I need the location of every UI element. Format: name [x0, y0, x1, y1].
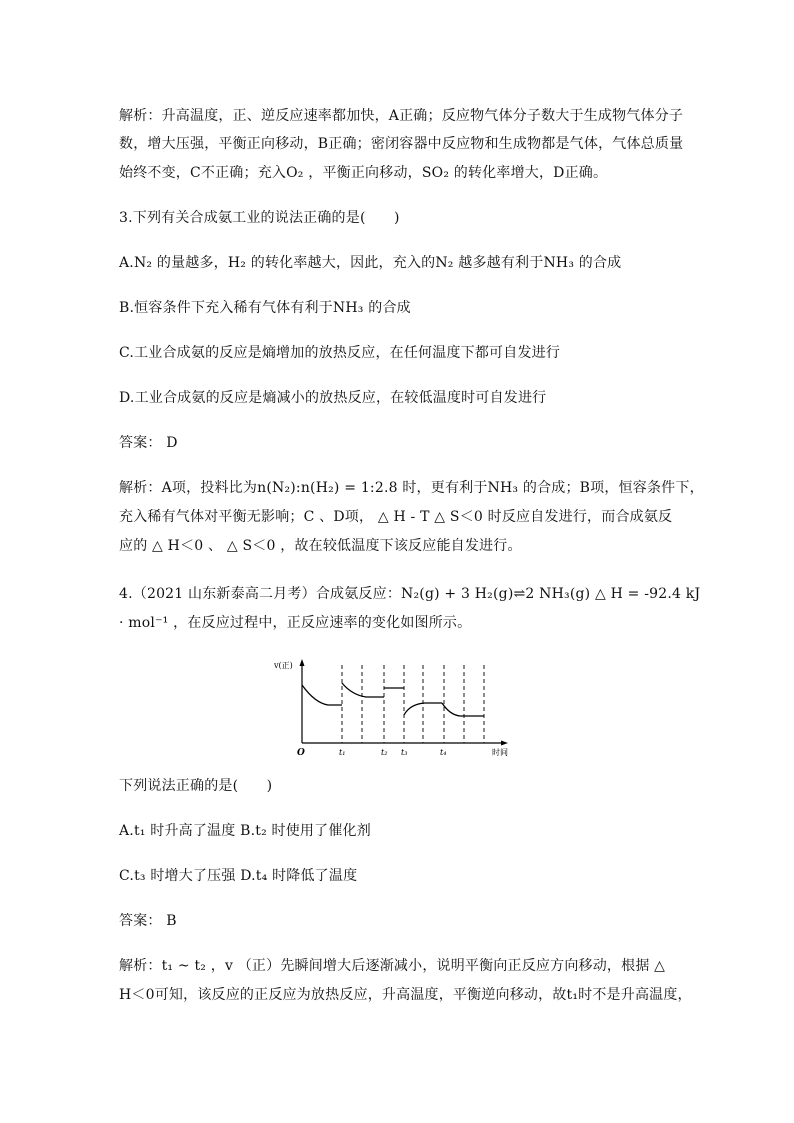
tick-t4: t₄	[440, 748, 447, 757]
question-4-stem-line-1: 4.（2021 山东新泰高二月考）合成氨反应：N₂(g) + 3 H₂(g)⇌2 NH₃(g) △ H = -92.4 kJ	[119, 586, 701, 602]
y-axis-arrow	[300, 659, 305, 666]
rate-time-figure	[270, 655, 520, 765]
x-axis-label: 时间	[492, 748, 508, 757]
question-4-options-cd: C.t₃ 时增大了压强 D.t₄ 时降低了温度	[119, 868, 358, 884]
question-4-options-ab: A.t₁ 时升高了温度 B.t₂ 时使用了催化剂	[119, 823, 371, 839]
tick-t2: t₂	[381, 748, 388, 757]
analysis-3-line-1: 解析：A项，投料比为n(N₂):n(H₂) = 1:2.8 时，更有利于NH₃ 的合成；B项，恒容条件下，	[119, 480, 704, 496]
question-3-option-c: C.工业合成氨的反应是熵增加的放热反应，在任何温度下都可自发进行	[119, 345, 561, 361]
tick-t1: t₁	[339, 748, 346, 757]
question-3-option-a: A.N₂ 的量越多，H₂ 的转化率越大，因此，充入的N₂ 越多越有利于NH₃ 的合成	[119, 255, 622, 271]
analysis-2-line-3: 始终不变，C不正确；充入O₂ ，平衡正向移动，SO₂ 的转化率增大，D正确。	[119, 165, 608, 181]
question-3-stem: 3.下列有关合成氨工业的说法正确的是( )	[119, 210, 400, 226]
analysis-2-line-1: 解析：升高温度，正、逆反应速率都加快，A正确；反应物气体分子数大于生成物气体分子	[119, 108, 684, 124]
rate-curve	[302, 683, 484, 716]
analysis-3-line-2: 充入稀有气体对平衡无影响；C 、D项， △ H - T △ S＜0 时反应自发进行，而合成氨反	[119, 509, 673, 525]
analysis-4-line-2: H＜0可知，该反应的正反应为放热反应，升高温度，平衡逆向移动，故t₁时不是升高温度，	[119, 987, 692, 1003]
question-3-option-b: B.恒容条件下充入稀有气体有利于NH₃ 的合成	[119, 300, 411, 316]
analysis-2-line-2: 数，增大压强，平衡正向移动，B正确；密闭容器中反应物和生成物都是气体，气体总质量	[119, 136, 684, 152]
origin-label: O	[297, 748, 305, 758]
question-3-answer: 答案： D	[119, 435, 178, 451]
y-axis-label: v(正)	[274, 661, 293, 670]
tick-t3: t₃	[401, 748, 408, 757]
analysis-3-line-3: 应的 △ H＜0 、 △ S＜0 ，故在较低温度下该反应能自发进行。	[119, 538, 522, 554]
x-axis-arrow	[501, 741, 508, 746]
dashed-guides	[342, 665, 484, 743]
analysis-4-line-1: 解析：t₁ ~ t₂ ，v （正）先瞬间增大后逐渐减小，说明平衡向正反应方向移动，根据 △	[119, 958, 666, 974]
question-4-prompt: 下列说法正确的是( )	[119, 778, 273, 794]
question-4-stem-line-2: · mol⁻¹ ，在反应过程中，正反应速率的变化如图所示。	[119, 615, 472, 631]
question-3-option-d: D.工业合成氨的反应是熵减小的放热反应，在较低温度时可自发进行	[119, 390, 547, 406]
question-4-answer: 答案： B	[119, 913, 177, 929]
